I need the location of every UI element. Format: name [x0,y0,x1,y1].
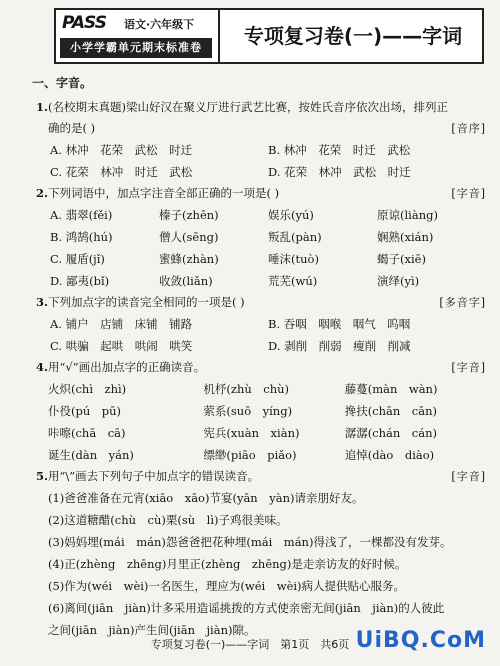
option-b[interactable]: B. 林冲 花荣 时迁 武松 [268,143,411,157]
pinyin-item[interactable]: 咔嚓(chā cā) [48,426,126,440]
question-5 [30,466,486,641]
option-a-1[interactable]: A. 翡翠(fěi) [50,208,113,222]
sentence-3[interactable]: (3)妈妈埋(mái mán)怨爸爸把花种埋(mái mán)得浅了，一棵都没有发芽。 [48,535,452,549]
site-watermark: UiBQ.CoM [355,628,486,653]
options [30,313,486,357]
option-c-3: 唾沫(tuò) [268,252,319,266]
question-number: 2. [36,186,49,200]
option-d-4: 演绎(yì) [377,274,420,288]
option-c[interactable]: C. 哄骗 起哄 哄闹 哄笑 [50,339,193,353]
sentence-6[interactable]: (6)离间(jiān jiàn)计多采用造谣挑拨的方式使亲密无间(jiān jiàn)的人彼此 [48,601,445,615]
pinyin-item[interactable]: 搀扶(chān cān) [344,404,437,418]
header-brand-box [56,10,220,62]
question-1 [30,97,486,183]
question-number: 3. [36,295,49,309]
option-b-4: 娴熟(xián) [377,230,434,244]
question-tag: [音序] [451,122,486,135]
sentence-5[interactable]: (5)作为(wéi wèi)一名医生，理应为(wéi wèi)病人提供贴心服务。 [48,579,406,593]
option-d-3: 荒芜(wú) [268,274,318,288]
grade-label: 语文·六年级下 [124,18,195,31]
pinyin-items [30,378,486,466]
sentence-1[interactable]: (1)爸爸准备在元宵(xiāo xāo)节宴(yān yàn)请亲朋好友。 [48,491,364,505]
pinyin-item[interactable]: 追悼(dào diào) [344,448,435,462]
question-tag: [字音] [451,187,486,200]
question-2 [30,183,486,292]
question-text: (名校期末真题)梁山好汉在聚义厅进行武艺比赛，按姓氏音序依次出场，排列正 [48,100,448,114]
option-d[interactable]: D. 剥削 削弱 瘦削 削减 [268,339,411,353]
pinyin-item[interactable]: 缥缈(piāo piǎo) [203,448,297,462]
question-text: 确的是( ) [48,121,96,135]
sentence-6-cont[interactable]: 之间(jiān jiàn)产生间(jiān jiàn)隙。 [48,623,256,637]
option-a-2: 榛子(zhēn) [159,208,219,222]
question-tag: [多音字] [439,296,486,309]
option-c-1[interactable]: C. 履盾(jǐ) [50,252,105,266]
option-a[interactable]: A. 林冲 花荣 武松 时迁 [50,143,193,157]
option-d-2: 收敛(liǎn) [159,274,213,288]
question-4 [30,357,486,466]
pinyin-item[interactable]: 机杼(zhù chù) [203,382,290,396]
series-label: 小学学霸单元期末标准卷 [60,38,212,58]
question-text: 下列词语中，加点字注音全部正确的一项是( ) [48,186,280,200]
pinyin-item[interactable]: 潺潺(chán cán) [344,426,437,440]
pass-logo: PASS [62,13,106,33]
option-d[interactable]: D. 花荣 林冲 武松 时迁 [268,165,411,179]
pinyin-item[interactable]: 藤蔓(màn wàn) [344,382,438,396]
option-b-3: 叛乱(pàn) [268,230,322,244]
exam-header [54,8,484,64]
question-text: 用“√”画出加点字的正确读音。 [48,360,206,374]
pinyin-item[interactable]: 萦系(suō yíng) [203,404,293,418]
question-text: 下列加点字的读音完全相同的一项是( ) [48,295,245,309]
exam-content [30,72,486,641]
option-b-1[interactable]: B. 鸿鹄(hú) [50,230,113,244]
options [30,204,486,292]
question-tag: [字音] [451,361,486,374]
pinyin-item[interactable]: 火炽(chì zhì) [48,382,127,396]
question-3 [30,292,486,357]
option-a[interactable]: A. 铺户 店铺 床铺 铺路 [50,317,193,331]
option-d-1[interactable]: D. 鄙夷(bǐ) [50,274,110,288]
option-b[interactable]: B. 吞咽 咽喉 咽气 呜咽 [268,317,411,331]
exam-title: 专项复习卷(一)——字词 [243,24,463,48]
question-number: 4. [36,360,49,374]
question-tag: [字音] [451,470,486,483]
question-text: 用“\”画去下列句子中加点字的错误读音。 [48,469,260,483]
pinyin-item[interactable]: 宪兵(xuàn xiàn) [203,426,300,440]
option-c-2: 蜜蜂(zhàn) [159,252,219,266]
option-a-3: 娱乐(yú) [268,208,314,222]
question-number: 1. [36,100,49,114]
option-b-2: 僧人(sēng) [159,230,219,244]
section-heading: 一、字音。 [32,76,93,90]
sentence-2[interactable]: (2)这道糖醋(chù cù)栗(sù lì)子鸡很美味。 [48,513,288,527]
page-footer: 专项复习卷(一)——字词 第1页 共6页 [150,638,350,651]
option-c[interactable]: C. 花荣 林冲 时迁 武松 [50,165,193,179]
option-c-4: 蝎子(xiē) [377,252,426,266]
sentence-4[interactable]: (4)正(zhèng zhēng)月里正(zhèng zhēng)是走亲访友的好时候。 [48,557,407,571]
pinyin-item[interactable]: 仆役(pú pū) [48,404,122,418]
options [30,139,486,183]
pinyin-item[interactable]: 诞生(dàn yán) [48,448,134,462]
option-a-4: 原谅(liàng) [377,208,438,222]
question-number: 5. [36,469,49,483]
